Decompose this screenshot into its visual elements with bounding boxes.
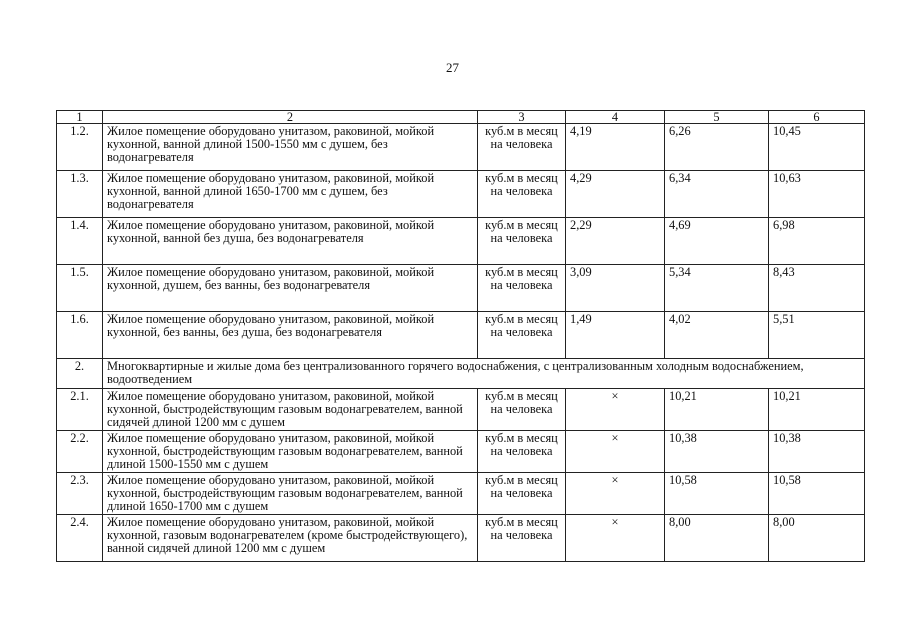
premises-description: Жилое помещение оборудовано унитазом, раковиной, мойкой кухонной, быстродействующим газовым водонагревателем, ванной длиной 1500-1550 мм с душем bbox=[103, 431, 478, 473]
table-row bbox=[57, 431, 865, 473]
row-number: 2.1. bbox=[57, 389, 103, 431]
row-number: 1.5. bbox=[57, 265, 103, 312]
norm-cold-water-value: 4,19 bbox=[566, 124, 665, 171]
norm-total-value: 10,38 bbox=[769, 431, 865, 473]
premises-description: Жилое помещение оборудовано унитазом, раковиной, мойкой кухонной, душем, без ванны, без водонагревателя bbox=[103, 265, 478, 312]
table-row bbox=[57, 515, 865, 562]
norm-cold-water-value: 2,29 bbox=[566, 218, 665, 265]
column-number-row bbox=[57, 111, 865, 124]
column-header: 6 bbox=[769, 111, 865, 124]
unit-of-measure: куб.м в месяц на человека bbox=[478, 171, 566, 218]
norm-cold-water-value: × bbox=[566, 431, 665, 473]
norm-cold-water-value: × bbox=[566, 389, 665, 431]
table-row bbox=[57, 171, 865, 218]
norm-hot-water-value: 6,26 bbox=[665, 124, 769, 171]
table-body bbox=[57, 111, 865, 562]
column-header: 3 bbox=[478, 111, 566, 124]
norm-cold-water-value: 4,29 bbox=[566, 171, 665, 218]
premises-description: Жилое помещение оборудовано унитазом, раковиной, мойкой кухонной, ванной длиной 1650-1700 мм с душем, без водонагревателя bbox=[103, 171, 478, 218]
norm-hot-water-value: 4,69 bbox=[665, 218, 769, 265]
norm-hot-water-value: 4,02 bbox=[665, 312, 769, 359]
norm-hot-water-value: 6,34 bbox=[665, 171, 769, 218]
norm-cold-water-value: × bbox=[566, 473, 665, 515]
norm-hot-water-value: 10,58 bbox=[665, 473, 769, 515]
table-row bbox=[57, 124, 865, 171]
norm-cold-water-value: × bbox=[566, 515, 665, 562]
unit-of-measure: куб.м в месяц на человека bbox=[478, 218, 566, 265]
unit-of-measure: куб.м в месяц на человека bbox=[478, 431, 566, 473]
norm-cold-water-value: 3,09 bbox=[566, 265, 665, 312]
unit-of-measure: куб.м в месяц на человека bbox=[478, 312, 566, 359]
norm-hot-water-value: 8,00 bbox=[665, 515, 769, 562]
premises-description: Жилое помещение оборудовано унитазом, раковиной, мойкой кухонной, без ванны, без душа, без водонагревателя bbox=[103, 312, 478, 359]
unit-of-measure: куб.м в месяц на человека bbox=[478, 265, 566, 312]
norm-total-value: 10,58 bbox=[769, 473, 865, 515]
column-header: 1 bbox=[57, 111, 103, 124]
premises-description: Жилое помещение оборудовано унитазом, раковиной, мойкой кухонной, ванной без душа, без водонагревателя bbox=[103, 218, 478, 265]
unit-of-measure: куб.м в месяц на человека bbox=[478, 124, 566, 171]
table-row bbox=[57, 265, 865, 312]
row-number: 1.6. bbox=[57, 312, 103, 359]
norm-total-value: 8,43 bbox=[769, 265, 865, 312]
premises-description: Жилое помещение оборудовано унитазом, раковиной, мойкой кухонной, быстродействующим газовым водонагревателем, ванной длиной 1650-1700 мм с душем bbox=[103, 473, 478, 515]
unit-of-measure: куб.м в месяц на человека bbox=[478, 515, 566, 562]
table-row bbox=[57, 389, 865, 431]
norm-hot-water-value: 10,21 bbox=[665, 389, 769, 431]
column-header: 2 bbox=[103, 111, 478, 124]
premises-description: Жилое помещение оборудовано унитазом, раковиной, мойкой кухонной, газовым водонагревателем (кроме быстродействующего), ванной сидячей длиной 1200 мм с душем bbox=[103, 515, 478, 562]
norm-cold-water-value: 1,49 bbox=[566, 312, 665, 359]
norm-hot-water-value: 5,34 bbox=[665, 265, 769, 312]
norm-total-value: 10,45 bbox=[769, 124, 865, 171]
section-row bbox=[57, 359, 865, 389]
norm-total-value: 5,51 bbox=[769, 312, 865, 359]
norm-hot-water-value: 10,38 bbox=[665, 431, 769, 473]
unit-of-measure: куб.м в месяц на человека bbox=[478, 473, 566, 515]
table-row bbox=[57, 473, 865, 515]
table-row bbox=[57, 218, 865, 265]
row-number: 2.4. bbox=[57, 515, 103, 562]
row-number: 1.2. bbox=[57, 124, 103, 171]
row-number: 2.3. bbox=[57, 473, 103, 515]
row-number: 2.2. bbox=[57, 431, 103, 473]
row-number: 2. bbox=[57, 359, 103, 389]
premises-description: Жилое помещение оборудовано унитазом, раковиной, мойкой кухонной, быстродействующим газовым водонагревателем, ванной сидячей длиной 1200 мм с душем bbox=[103, 389, 478, 431]
table-row bbox=[57, 312, 865, 359]
unit-of-measure: куб.м в месяц на человека bbox=[478, 389, 566, 431]
column-header: 5 bbox=[665, 111, 769, 124]
premises-description: Жилое помещение оборудовано унитазом, раковиной, мойкой кухонной, ванной длиной 1500-1550 мм с душем, без водонагревателя bbox=[103, 124, 478, 171]
norm-total-value: 10,21 bbox=[769, 389, 865, 431]
column-header: 4 bbox=[566, 111, 665, 124]
row-number: 1.4. bbox=[57, 218, 103, 265]
row-number: 1.3. bbox=[57, 171, 103, 218]
norm-total-value: 8,00 bbox=[769, 515, 865, 562]
consumption-norms-table bbox=[56, 110, 865, 562]
norm-total-value: 6,98 bbox=[769, 218, 865, 265]
section-title: Многоквартирные и жилые дома без централизованного горячего водоснабжения, с централизованным холодным водоснабжением, водоотведением bbox=[103, 359, 865, 389]
page-number: 27 bbox=[446, 60, 459, 75]
norm-total-value: 10,63 bbox=[769, 171, 865, 218]
